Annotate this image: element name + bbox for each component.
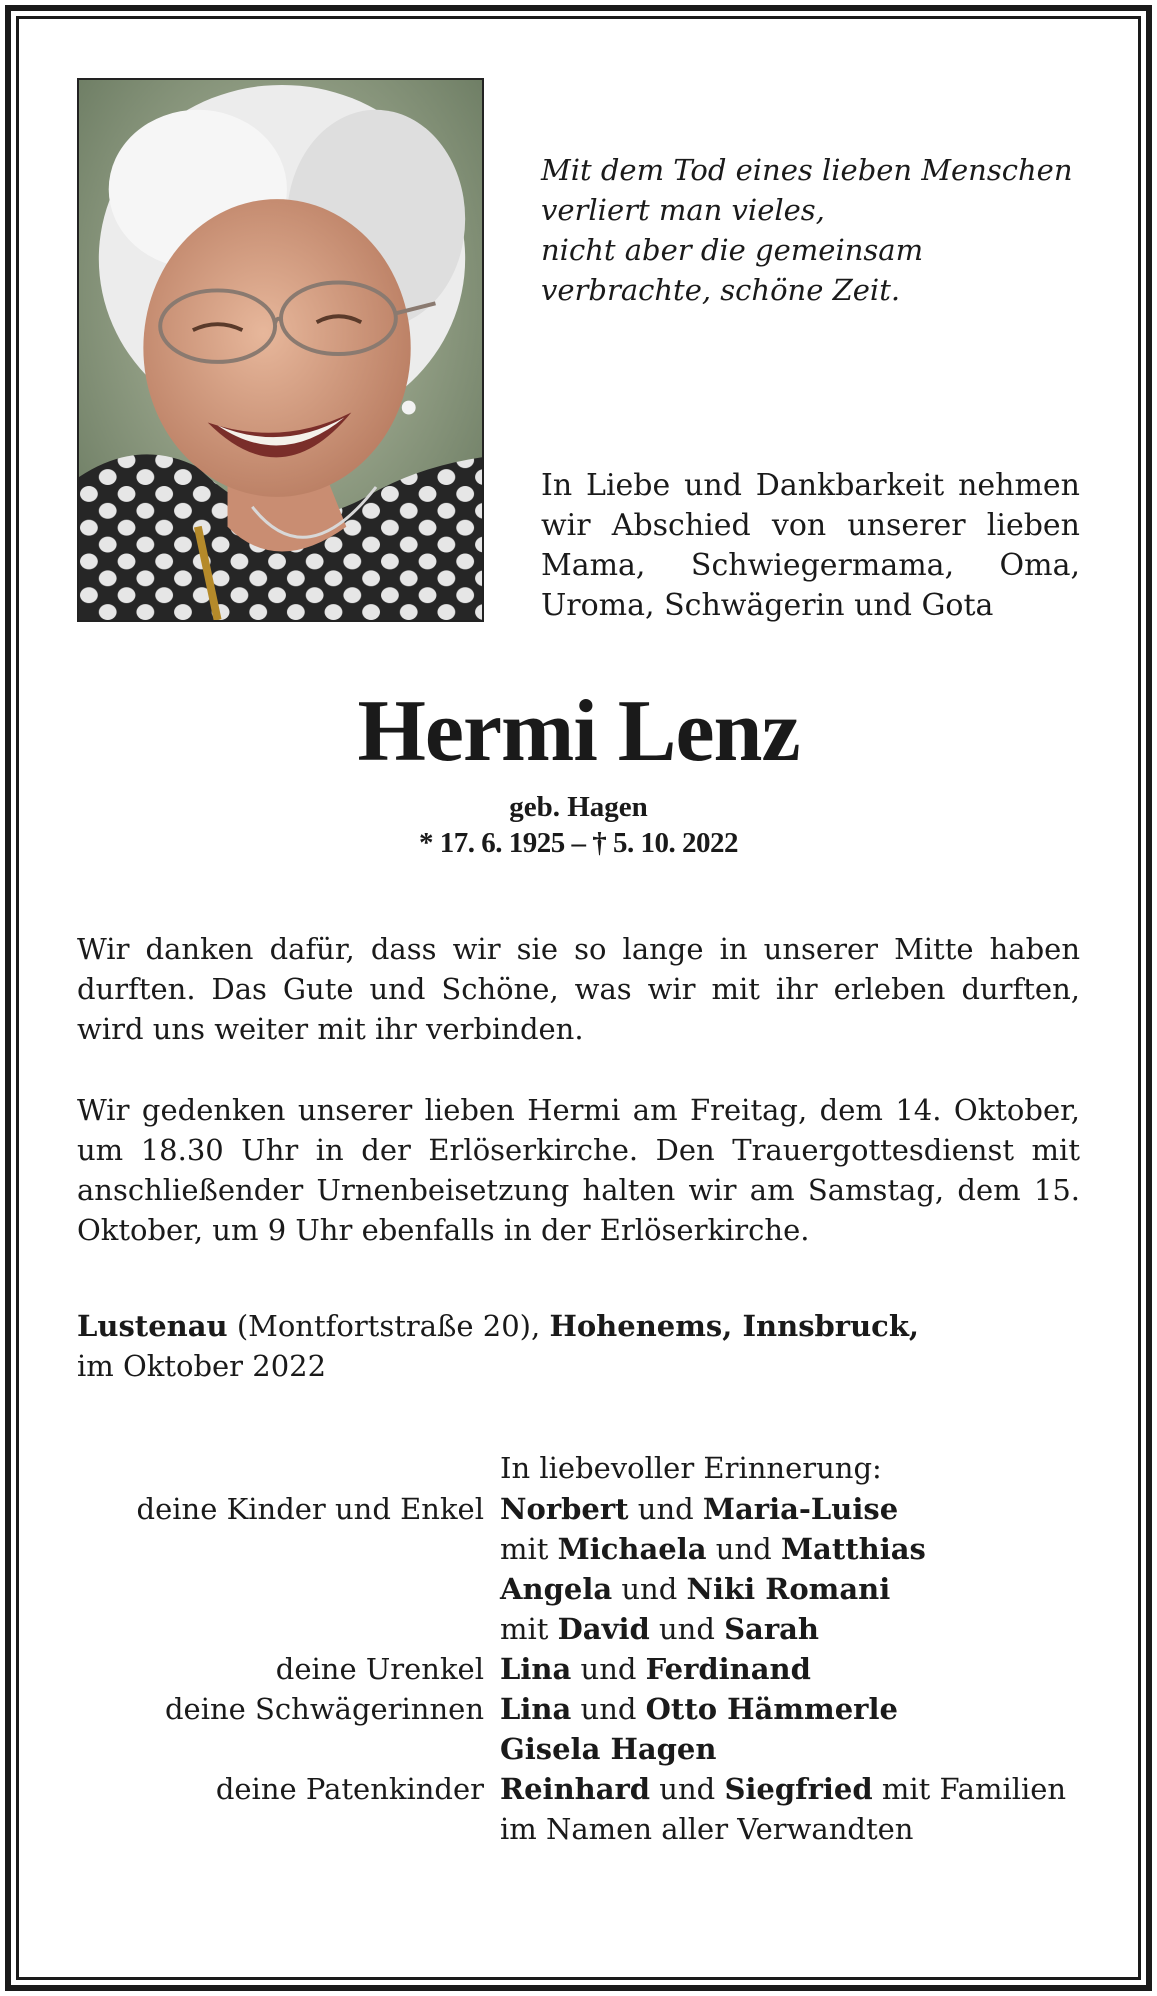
quote-line: verbrachte, schöne Zeit. xyxy=(541,273,901,307)
life-dates: * 17. 6. 1925 – † 5. 10. 2022 xyxy=(419,827,738,859)
memorial-quote xyxy=(541,150,1081,310)
family-names xyxy=(500,1529,926,1569)
family-row xyxy=(0,1649,1157,1689)
place-other-towns: Hohenems, Innsbruck, xyxy=(549,1309,920,1343)
quote-line: Mit dem Tod eines lieben Menschen xyxy=(541,153,1073,187)
family-name: Angela xyxy=(500,1572,613,1606)
service-paragraph: Wir gedenken unserer lieben Hermi am Freitag, dem 14. Oktober, um 18.30 Uhr in der Erlöserkirche. Den Trauergottesdienst mit anschließender Urnenbeisetzung halten wir am Samstag, dem 15. Oktober, um 9 Uhr ebenfalls in der Erlöserkirche. xyxy=(77,1093,1080,1247)
thanks-paragraph: Wir danken dafür, dass wir sie so lange in unserer Mitte haben durften. Das Gute und Schöne, was wir mit ihr erleben durften, wird uns weiter mit ihr verbinden. xyxy=(77,932,1080,1046)
place-and-date xyxy=(77,1306,1080,1386)
farewell-intro: In Liebe und Dankbarkeit nehmen wir Abschied von unserer lieben Mama, Schwiegermama, Oma, Uroma, Schwägerin und Gota xyxy=(541,468,1080,623)
family-name: Lina xyxy=(500,1652,572,1686)
place-town: Lustenau xyxy=(77,1309,228,1343)
family-name: David xyxy=(557,1612,650,1646)
family-name: Norbert xyxy=(500,1492,629,1526)
family-relation: deine Patenkinder xyxy=(215,1772,484,1806)
family-connector: und xyxy=(628,1492,703,1526)
family-names xyxy=(500,1609,819,1649)
family-row xyxy=(0,1689,1157,1729)
family-heading: In liebevoller Erinnerung: xyxy=(500,1451,882,1485)
family-names xyxy=(500,1569,890,1609)
family-name: Michaela xyxy=(557,1532,707,1566)
family-name: Gisela Hagen xyxy=(500,1732,717,1766)
family-name: Lina xyxy=(500,1692,572,1726)
family-row xyxy=(0,1769,1157,1809)
family-names xyxy=(500,1729,716,1769)
family-connector: mit xyxy=(500,1532,558,1566)
family-relation: deine Schwägerinnen xyxy=(164,1692,484,1726)
family-name: Otto Hämmerle xyxy=(645,1692,898,1726)
family-connector: mit xyxy=(500,1612,558,1646)
family-row xyxy=(0,1809,1157,1849)
family-connector: und xyxy=(612,1572,687,1606)
family-connector: und xyxy=(649,1612,725,1646)
family-connector: und xyxy=(571,1652,646,1686)
family-name: Maria-Luise xyxy=(702,1492,899,1526)
family-name: Matthias xyxy=(780,1532,926,1566)
family-names xyxy=(500,1769,1066,1809)
family-row xyxy=(0,1609,1157,1649)
place-line xyxy=(77,1306,1080,1346)
family-name: Reinhard xyxy=(500,1772,651,1806)
portrait-photo xyxy=(77,78,484,622)
place-address: (Montfortstraße 20), xyxy=(236,1309,541,1343)
family-names xyxy=(500,1649,811,1689)
family-name: Niki Romani xyxy=(686,1572,891,1606)
family-row xyxy=(0,1529,1157,1569)
family-name: Siegfried xyxy=(724,1772,873,1806)
family-row xyxy=(0,1569,1157,1609)
family-closing: im Namen aller Verwandten xyxy=(500,1812,914,1846)
family-name: Ferdinand xyxy=(645,1652,811,1686)
deceased-name: Hermi Lenz xyxy=(357,683,800,780)
family-connector: mit Familien xyxy=(872,1772,1067,1806)
quote-line: verliert man vieles, xyxy=(541,193,825,227)
family-row xyxy=(0,1729,1157,1769)
quote-line: nicht aber die gemeinsam xyxy=(541,233,924,267)
family-connector: und xyxy=(571,1692,646,1726)
family-relation: deine Kinder und Enkel xyxy=(136,1492,484,1526)
family-row xyxy=(0,1489,1157,1529)
family-names xyxy=(500,1489,898,1529)
family-connector: und xyxy=(706,1532,781,1566)
family-connector: und xyxy=(650,1772,725,1806)
family-name: Sarah xyxy=(724,1612,819,1646)
family-names xyxy=(500,1689,898,1729)
date-line: im Oktober 2022 xyxy=(77,1349,327,1383)
family-relation: deine Urenkel xyxy=(275,1652,484,1686)
birth-name: geb. Hagen xyxy=(509,791,648,823)
